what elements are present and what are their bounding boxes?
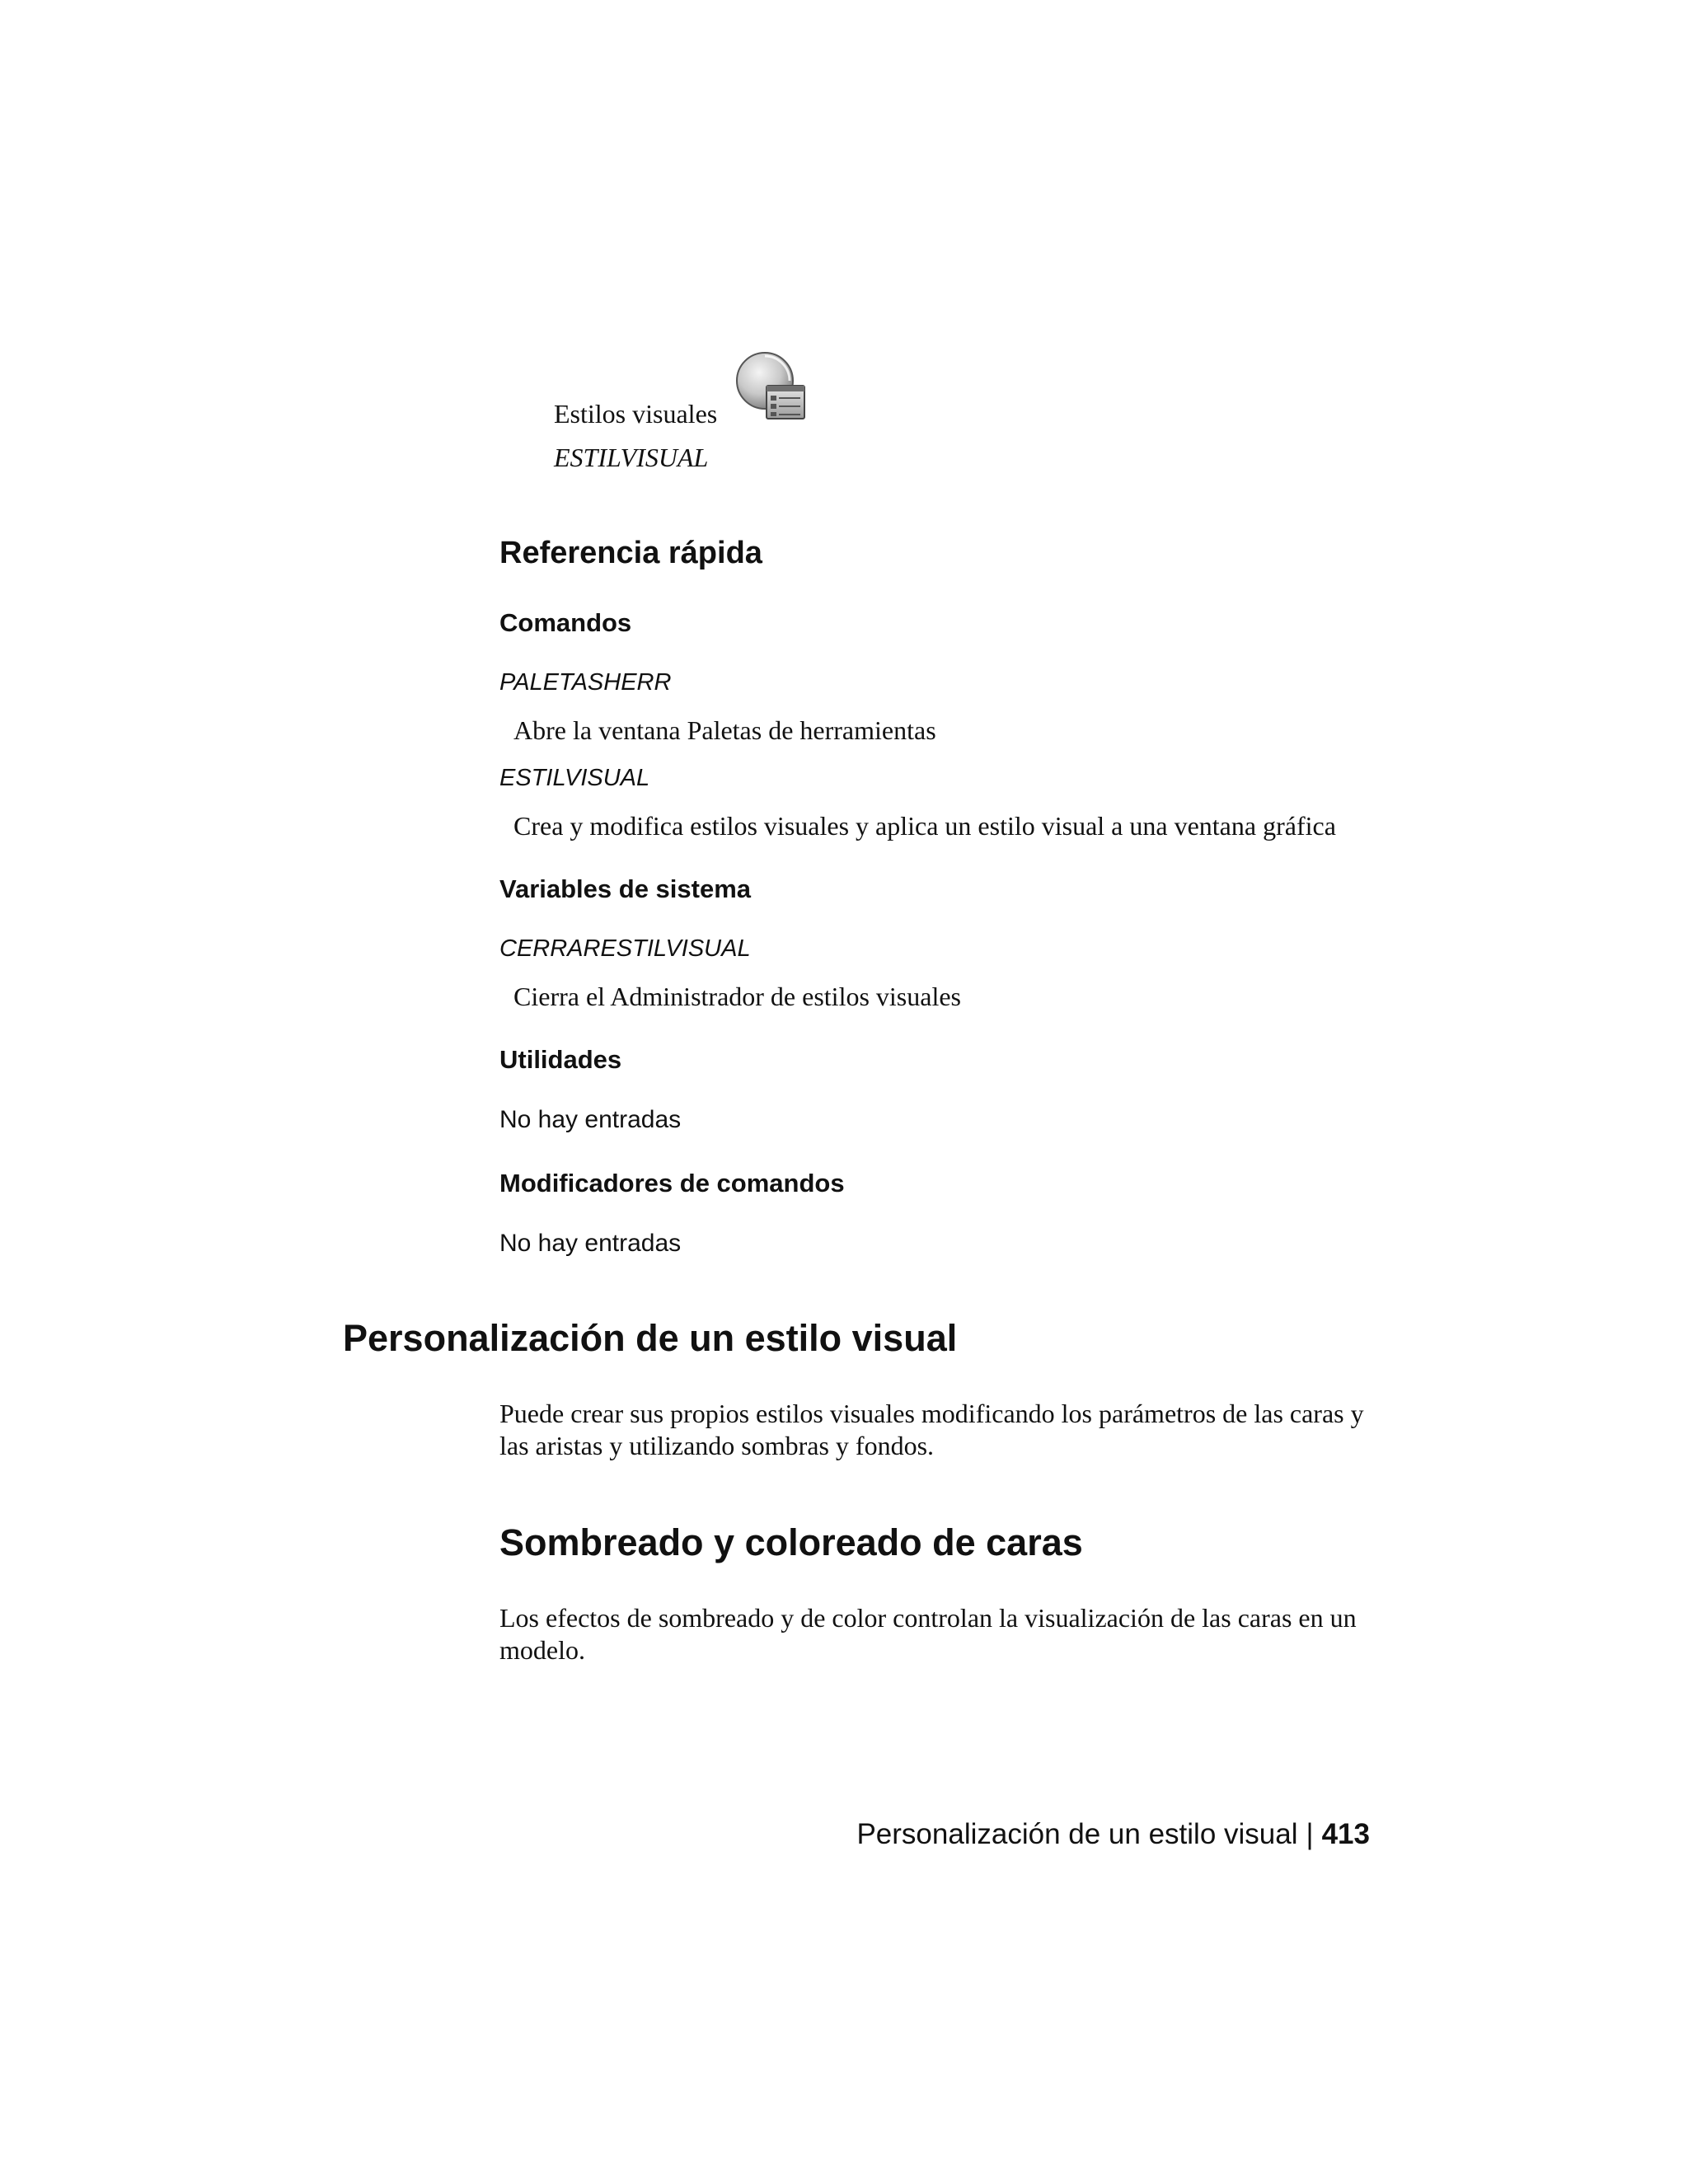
commands-heading: Comandos (499, 608, 632, 637)
system-variable-name[interactable]: CERRARESTILVISUAL (499, 935, 751, 962)
visual-styles-icon[interactable] (734, 349, 809, 425)
utilities-text: No hay entradas (499, 1106, 682, 1133)
system-variables-heading: Variables de sistema (499, 874, 752, 903)
command-modifiers-heading: Modificadores de comandos (499, 1169, 845, 1197)
section-paragraph: Puede crear sus propios estilos visuales modificando los parámetros de las caras y las aristas y utilizando sombras y fondos. (499, 1399, 1364, 1460)
page-number: 413 (1321, 1818, 1370, 1850)
system-variable-description: Cierra el Administrador de estilos visuales (513, 982, 961, 1011)
quick-reference-heading: Referencia rápida (499, 536, 762, 570)
section-heading-customize: Personalización de un estilo visual (343, 1317, 958, 1359)
toolbar-label: Estilos visuales (554, 399, 718, 429)
utilities-heading: Utilidades (499, 1045, 622, 1074)
page-footer (856, 1818, 1370, 1851)
section-paragraph: Los efectos de sombreado y de color controlan la visualización de las caras en un modelo. (499, 1603, 1357, 1665)
command-description: Abre la ventana Paletas de herramientas (513, 715, 936, 745)
running-title: Personalización de un estilo visual (856, 1818, 1298, 1850)
command-modifiers-text: No hay entradas (499, 1230, 682, 1257)
command-name[interactable]: ESTILVISUAL (499, 765, 650, 791)
footer-separator: | (1306, 1818, 1314, 1850)
command-name[interactable]: PALETASHERR (499, 669, 672, 696)
command-description: Crea y modifica estilos visuales y aplica un estilo visual a una ventana gráfica (513, 811, 1336, 841)
toolbar-command: ESTILVISUAL (554, 443, 709, 472)
section-heading-shading: Sombreado y coloreado de caras (499, 1521, 1083, 1563)
